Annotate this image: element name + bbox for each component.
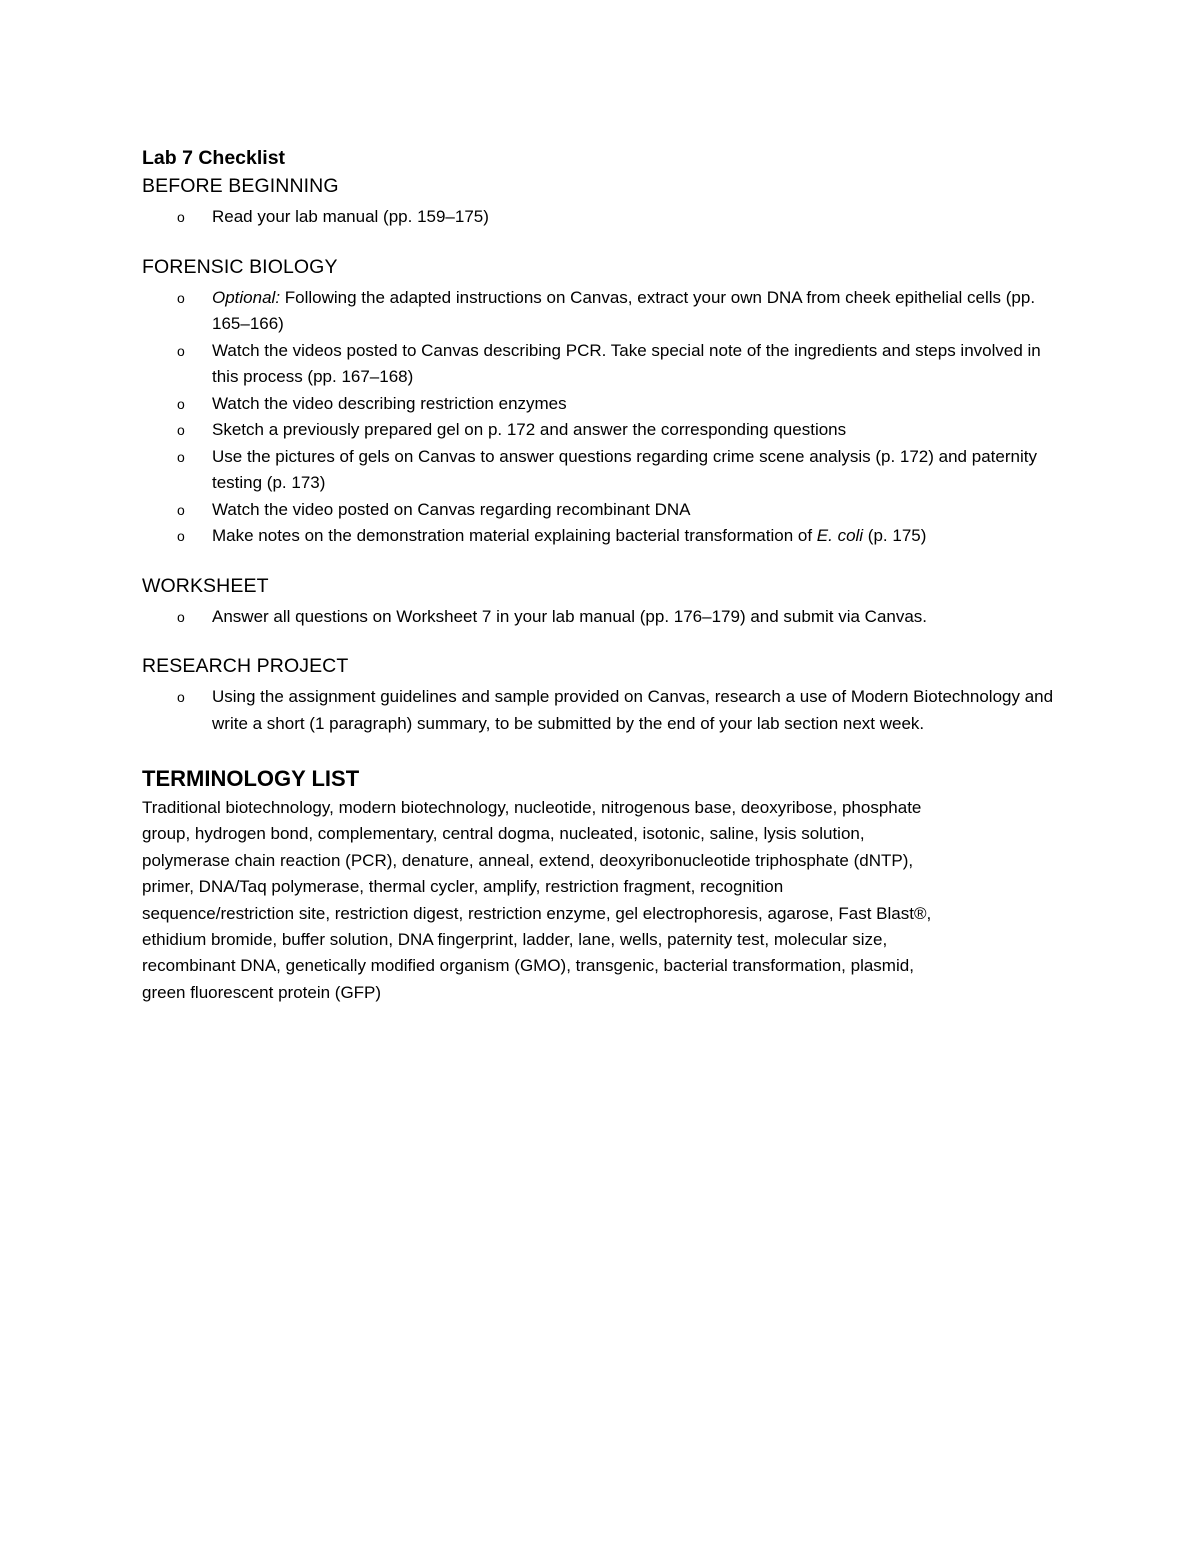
checklist [142,604,1062,631]
item-text: Watch the video describing restriction enzymes [212,393,567,413]
item-text: Answer all questions on Worksheet 7 in your lab manual (pp. 176–179) and submit via Canvas. [212,606,928,626]
bullet-icon: o [177,289,185,306]
section-heading: RESEARCH PROJECT [142,655,349,677]
checklist-item [142,497,1062,524]
item-text: Sketch a previously prepared gel on p. 172 and answer the corresponding questions [212,420,847,439]
terminology-text: Traditional biotechnology, modern biotechnology, nucleotide, nitrogenous base, deoxyribose, phosphate group, hydrogen bond, complementary, central dogma, nucleated, isotonic, saline, lysis solution, polymerase chain reaction (PCR), denature, anneal, extend, deoxyribonucleotide triphosphate (dNTP), primer, DNA/Taq polymerase, thermal cycler, amplify, restriction fragment, recognition sequence/restriction site, restriction digest, restriction enzyme, gel electrophoresis, agarose, Fast Blast®, ethidium bromide, buffer solution, DNA fingerprint, ladder, lane, wells, paternity test, molecular size, recombinant DNA, genetically modified organism (GMO), transgenic, bacterial transformation, plasmid, green fluorescent protein (GFP) [142,798,932,1002]
item-text: Watch the video posted on Canvas regarding recombinant DNA [212,499,691,519]
bullet-icon: o [177,395,185,412]
bullet-icon: o [177,422,185,438]
checklist [142,285,1062,550]
bullet-icon: o [177,501,185,518]
bullet-icon: o [177,528,185,544]
section-heading: FORENSIC BIOLOGY [142,255,338,278]
checklist-item [142,391,1062,418]
item-text: Watch the videos posted to Canvas describing PCR. Take special note of the ingredients and steps involved in this process (pp. 167–168) [212,340,1041,386]
bullet-icon: o [177,608,185,625]
checklist-item [142,444,1062,497]
bullet-icon: o [177,689,185,705]
checklist [142,684,1062,737]
item-text: Use the pictures of gels on Canvas to answer questions regarding crime scene analysis (p. 172) and paternity testing (p. 173) [212,446,1037,492]
document-title: Lab 7 Checklist [142,147,286,169]
section-heading: BEFORE BEGINNING [142,175,339,197]
section-forensic-biology [142,255,1062,550]
checklist-item [142,204,1062,231]
checklist-item [142,604,1062,631]
bullet-icon: o [177,448,185,465]
document-page [142,146,1062,1006]
checklist-item [142,338,1062,391]
section-research-project [142,654,1062,737]
checklist-item [142,417,1062,444]
section-worksheet [142,574,1062,631]
item-text: Read your lab manual (pp. 159–175) [212,207,489,226]
item-text: Using the assignment guidelines and sample provided on Canvas, research a use of Modern Biotechnology and write a short (1 paragraph) summary, to be submitted by the end of your lab section next week. [212,687,1054,733]
checklist-item [142,523,1062,550]
item-italic-prefix: Optional: [212,287,281,307]
bullet-icon: o [177,209,185,225]
checklist-item [142,684,1062,737]
checklist [142,204,1062,231]
terminology-heading: TERMINOLOGY LIST [142,766,360,791]
bullet-icon: o [177,342,185,359]
item-text: Following the adapted instructions on Canvas, extract your own DNA from cheek epithelial cells (pp. 165–166) [212,287,1036,333]
checklist-item [142,285,1062,338]
item-suffix: (p. 175) [863,526,927,545]
item-italic-term: E. coli [816,526,864,545]
item-text: Make notes on the demonstration material explaining bacterial transformation of [212,526,817,545]
section-heading: WORKSHEET [142,574,269,597]
section-before-beginning [142,174,1062,231]
